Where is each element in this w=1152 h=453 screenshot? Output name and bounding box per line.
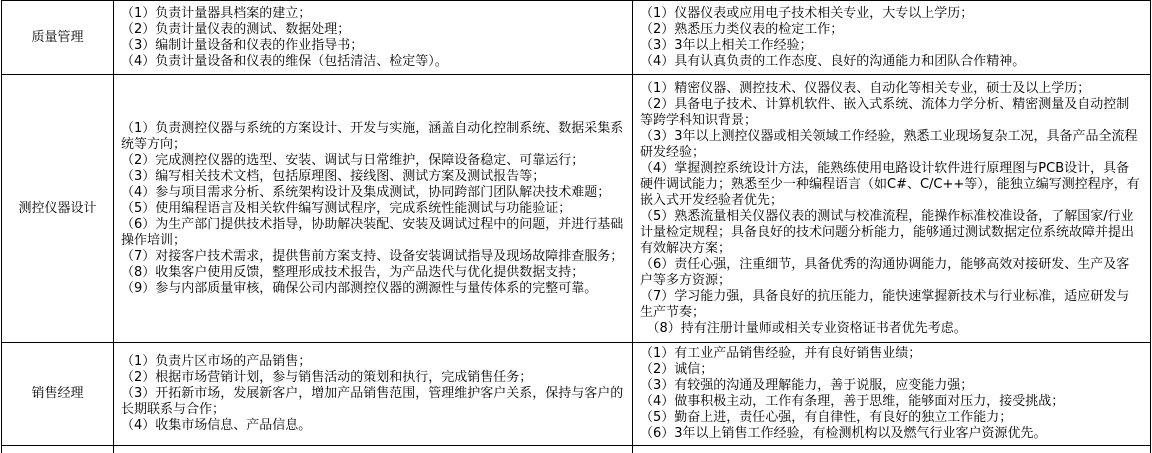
list-item: （1）精密仪器、测控技术、仪器仪表、自动化等相关专业，硕士及以上学历； xyxy=(640,80,1091,96)
list-item: （4）做事积极主动，工作有条理，善于思维，能够面对压力，接受挑战； xyxy=(640,394,1065,409)
table-row-partial xyxy=(2,446,1151,453)
list-item: （3）3年以上相关工作经验； xyxy=(640,37,813,53)
list-item: （3）编写相关技术文档，包括原理图、接线图、测试方案及测试报告等； xyxy=(121,168,546,184)
list-item: （1）负责计量器具档案的建立； xyxy=(121,5,312,21)
list-item: （1）有工业产品销售经验，并有良好销售业绩； xyxy=(640,346,922,361)
requirements-cell xyxy=(633,75,1151,343)
table-row-sales-manager xyxy=(2,343,1151,446)
position-cell xyxy=(2,1,114,75)
list-item: （2）根据市场营销计划，参与销售活动的策划和执行，完成销售任务； xyxy=(121,370,533,385)
list-item: （4）收集市场信息、产品信息。 xyxy=(121,418,312,433)
list-item: （6）为生产部门提供技术指导，协助解决装配、安装及调试过程中的问题，并进行基础操作培训； xyxy=(121,216,624,248)
list-item: （7）学习能力强，具备良好的抗压能力，能快速掌握新技术与行业标准，适应研发与生产节奏； xyxy=(640,288,1130,320)
table-row-instrument-design xyxy=(2,75,1151,343)
list-item: （6）3年以上销售工作经验，有检测机构以及燃气行业客户资源优先。 xyxy=(640,426,1047,441)
responsibilities-cell xyxy=(114,343,633,446)
list-item: （5）勤奋上进，责任心强，有自律性，有良好的独立工作能力； xyxy=(640,410,1013,425)
list-item: （2）负责计量仪表的测试、数据处理； xyxy=(121,21,351,37)
job-postings-table xyxy=(1,0,1151,453)
responsibilities-cell-empty xyxy=(114,446,633,453)
responsibilities-cell xyxy=(114,1,633,75)
position-label: 质量管理 xyxy=(31,29,84,45)
list-item: （2）具备电子技术、计算机软件、嵌入式系统、流体力学分析、精密测量及自动控制等跨学科知识背景； xyxy=(640,96,1130,128)
requirements-cell xyxy=(633,1,1151,75)
position-label: 测控仪器设计 xyxy=(18,200,97,216)
position-label: 销售经理 xyxy=(31,386,84,401)
list-item: （8）持有注册计量师或相关专业资格证书者优先考虑。 xyxy=(640,320,967,336)
list-item: （9）参与内部质量审核，确保公司内部测控仪器的溯源性与量传体系的完整可靠。 xyxy=(121,280,598,296)
list-item: （5）使用编程语言及相关软件编写测试程序，完成系统性能测试与功能验证； xyxy=(121,200,572,216)
list-item: （2）完成测控仪器的选型、安装、调试与日常维护，保障设备稳定、可靠运行； xyxy=(121,152,585,168)
list-item: （4）掌握测控系统设计方法，能熟练使用电路设计软件进行原理图与PCB设计，具备硬件调试能力；熟悉至少一种编程语言（如C#、C/C++等），能独立编写测控程序，有嵌入式开发经验者优先； xyxy=(640,160,1140,208)
table-row-quality-management xyxy=(2,1,1151,75)
position-cell xyxy=(2,343,114,446)
list-item: （1）负责测控仪器与系统的方案设计、开发与实施，涵盖自动化控制系统、数据采集系统等方向； xyxy=(121,120,624,152)
list-item: （2）熟悉压力类仪表的检定工作； xyxy=(640,21,844,37)
list-item: （3）编制计量设备和仪表的作业指导书； xyxy=(121,37,364,53)
list-item: （1）负责片区市场的产品销售； xyxy=(121,354,312,369)
list-item: （7）对接客户技术需求，提供售前方案支持、设备安装调试指导及现场故障排查服务； xyxy=(121,248,624,264)
list-item: （2）诚信； xyxy=(640,362,714,377)
list-item: （4）具有认真负责的工作态度、良好的沟通能力和团队合作精神。 xyxy=(640,53,1026,69)
requirements-cell-empty xyxy=(633,446,1151,453)
list-item: （3）3年以上测控仪器或相关领域工作经验，熟悉工业现场复杂工况，具备产品全流程研发经验； xyxy=(640,128,1138,160)
position-cell xyxy=(2,75,114,343)
requirements-cell xyxy=(633,343,1151,446)
list-item: （8）收集客户使用反馈，整理形成技术报告，为产品迭代与优化提供数据支持； xyxy=(121,264,585,280)
position-cell-empty xyxy=(2,446,114,453)
list-item: （3）有较强的沟通及理解能力，善于说服，应变能力强； xyxy=(640,378,974,393)
list-item: （4）参与项目需求分析、系统架构设计及集成测试，协同跨部门团队解决技术难题； xyxy=(121,184,611,200)
list-item: （3）开拓新市场，发展新客户，增加产品销售范围，管理维护客户关系，保持与客户的长期联系与合作； xyxy=(121,386,624,417)
list-item: （1）仪器仪表或应用电子技术相关专业，大专以上学历； xyxy=(640,5,974,21)
list-item: （5）熟悉流量相关仪器仪表的测试与校准流程，能操作标准校准设备，了解国家/行业计量检定规程；具备良好的技术问题分析能力，能够通过测试数据定位系统故障并提出有效解决方案； xyxy=(640,208,1135,256)
list-item: （6）责任心强，注重细节，具备优秀的沟通协调能力，能够高效对接研发、生产及客户等多方资源； xyxy=(640,256,1130,288)
responsibilities-cell xyxy=(114,75,633,343)
list-item: （4）负责计量设备和仪表的维保（包括清洁、检定等）。 xyxy=(121,53,448,69)
